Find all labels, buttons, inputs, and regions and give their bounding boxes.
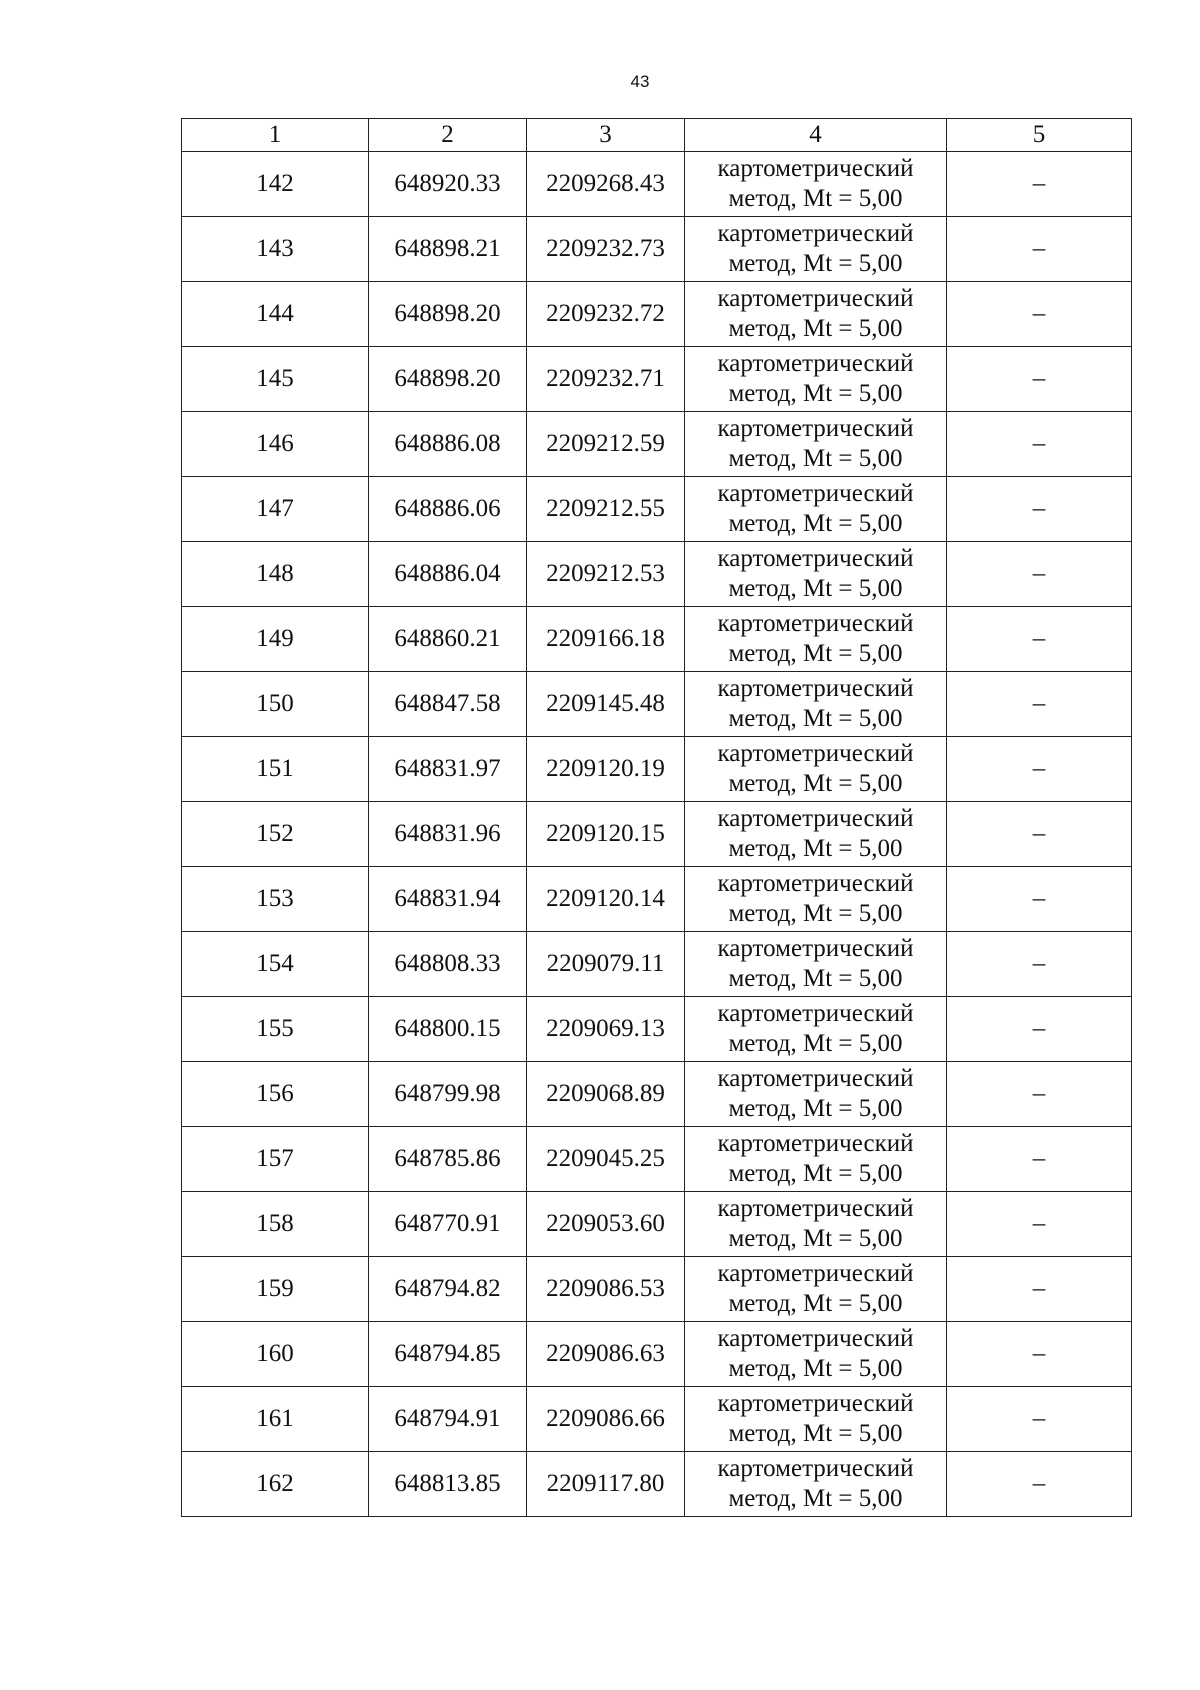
x-coordinate-cell: 648794.82: [369, 1257, 527, 1322]
point-number-cell: 151: [182, 737, 369, 802]
method-cell: [685, 932, 947, 997]
table-row: [182, 1127, 1132, 1192]
point-number-cell: 144: [182, 282, 369, 347]
note-cell: –: [947, 477, 1132, 542]
method-cell: [685, 152, 947, 217]
method-cell: [685, 1322, 947, 1387]
method-line-2: метод, Mt = 5,00: [728, 445, 903, 472]
method-cell: [685, 1257, 947, 1322]
method-cell: [685, 802, 947, 867]
table-row: [182, 1192, 1132, 1257]
x-coordinate-cell: 648898.21: [369, 217, 527, 282]
point-number-cell: 154: [182, 932, 369, 997]
method-line-1: картометрический: [717, 805, 914, 832]
table-row: [182, 1452, 1132, 1517]
method-cell: [685, 477, 947, 542]
y-coordinate-cell: 2209212.55: [527, 477, 685, 542]
method-line-2: метод, Mt = 5,00: [728, 1095, 903, 1122]
method-line-1: картометрический: [717, 870, 914, 897]
point-number-cell: 155: [182, 997, 369, 1062]
point-number-cell: 145: [182, 347, 369, 412]
method-cell: [685, 607, 947, 672]
method-cell: [685, 672, 947, 737]
method-cell: [685, 1192, 947, 1257]
point-number-cell: 162: [182, 1452, 369, 1517]
point-number-cell: 159: [182, 1257, 369, 1322]
method-line-2: метод, Mt = 5,00: [728, 835, 903, 862]
method-line-1: картометрический: [717, 1325, 914, 1352]
method-line-2: метод, Mt = 5,00: [728, 640, 903, 667]
note-cell: –: [947, 1127, 1132, 1192]
x-coordinate-cell: 648808.33: [369, 932, 527, 997]
method-line-1: картометрический: [717, 1455, 914, 1482]
table-row: [182, 542, 1132, 607]
y-coordinate-cell: 2209120.15: [527, 802, 685, 867]
method-line-2: метод, Mt = 5,00: [728, 1290, 903, 1317]
method-line-1: картометрический: [717, 740, 914, 767]
header-row: [182, 119, 1132, 152]
method-line-2: метод, Mt = 5,00: [728, 315, 903, 342]
y-coordinate-cell: 2209232.71: [527, 347, 685, 412]
method-line-1: картометрический: [717, 155, 914, 182]
y-coordinate-cell: 2209045.25: [527, 1127, 685, 1192]
table-row: [182, 1257, 1132, 1322]
method-cell: [685, 737, 947, 802]
point-number-cell: 158: [182, 1192, 369, 1257]
y-coordinate-cell: 2209212.53: [527, 542, 685, 607]
y-coordinate-cell: 2209079.11: [527, 932, 685, 997]
y-coordinate-cell: 2209232.72: [527, 282, 685, 347]
x-coordinate-cell: 648898.20: [369, 282, 527, 347]
table-row: [182, 152, 1132, 217]
x-coordinate-cell: 648831.97: [369, 737, 527, 802]
method-line-1: картометрический: [717, 480, 914, 507]
point-number-cell: 142: [182, 152, 369, 217]
point-number-cell: 143: [182, 217, 369, 282]
note-cell: –: [947, 607, 1132, 672]
method-cell: [685, 412, 947, 477]
point-number-cell: 148: [182, 542, 369, 607]
y-coordinate-cell: 2209120.14: [527, 867, 685, 932]
method-line-1: картометрический: [717, 415, 914, 442]
method-cell: [685, 347, 947, 412]
x-coordinate-cell: 648886.04: [369, 542, 527, 607]
table-row: [182, 1322, 1132, 1387]
x-coordinate-cell: 648831.94: [369, 867, 527, 932]
method-line-2: метод, Mt = 5,00: [728, 575, 903, 602]
page-number: 43: [630, 72, 650, 91]
note-cell: –: [947, 1257, 1132, 1322]
x-coordinate-cell: 648794.85: [369, 1322, 527, 1387]
header-col-1: 1: [182, 119, 369, 152]
header-col-4: 4: [685, 119, 947, 152]
method-line-2: метод, Mt = 5,00: [728, 1160, 903, 1187]
y-coordinate-cell: 2209268.43: [527, 152, 685, 217]
method-line-1: картометрический: [717, 545, 914, 572]
y-coordinate-cell: 2209117.80: [527, 1452, 685, 1517]
y-coordinate-cell: 2209212.59: [527, 412, 685, 477]
coordinates-table: [181, 118, 1132, 1517]
note-cell: –: [947, 412, 1132, 477]
x-coordinate-cell: 648886.06: [369, 477, 527, 542]
method-line-2: метод, Mt = 5,00: [728, 1030, 903, 1057]
method-cell: [685, 542, 947, 607]
method-cell: [685, 1127, 947, 1192]
table-row: [182, 412, 1132, 477]
method-line-1: картометрический: [717, 675, 914, 702]
point-number-cell: 149: [182, 607, 369, 672]
note-cell: –: [947, 282, 1132, 347]
x-coordinate-cell: 648785.86: [369, 1127, 527, 1192]
y-coordinate-cell: 2209068.89: [527, 1062, 685, 1127]
point-number-cell: 160: [182, 1322, 369, 1387]
x-coordinate-cell: 648847.58: [369, 672, 527, 737]
table-row: [182, 997, 1132, 1062]
note-cell: –: [947, 867, 1132, 932]
note-cell: –: [947, 1452, 1132, 1517]
note-cell: –: [947, 1322, 1132, 1387]
note-cell: –: [947, 347, 1132, 412]
table-row: [182, 1387, 1132, 1452]
table-row: [182, 347, 1132, 412]
method-cell: [685, 1387, 947, 1452]
y-coordinate-cell: 2209166.18: [527, 607, 685, 672]
note-cell: –: [947, 737, 1132, 802]
y-coordinate-cell: 2209069.13: [527, 997, 685, 1062]
note-cell: –: [947, 997, 1132, 1062]
method-cell: [685, 282, 947, 347]
method-line-2: метод, Mt = 5,00: [728, 510, 903, 537]
method-line-1: картометрический: [717, 1260, 914, 1287]
x-coordinate-cell: 648860.21: [369, 607, 527, 672]
point-number-cell: 147: [182, 477, 369, 542]
x-coordinate-cell: 648898.20: [369, 347, 527, 412]
method-line-2: метод, Mt = 5,00: [728, 770, 903, 797]
y-coordinate-cell: 2209086.63: [527, 1322, 685, 1387]
y-coordinate-cell: 2209145.48: [527, 672, 685, 737]
y-coordinate-cell: 2209086.66: [527, 1387, 685, 1452]
y-coordinate-cell: 2209086.53: [527, 1257, 685, 1322]
table-row: [182, 867, 1132, 932]
method-line-2: метод, Mt = 5,00: [728, 1420, 903, 1447]
method-line-2: метод, Mt = 5,00: [728, 1485, 903, 1512]
table-row: [182, 607, 1132, 672]
table-header: [182, 119, 1132, 152]
method-line-2: метод, Mt = 5,00: [728, 965, 903, 992]
note-cell: –: [947, 1192, 1132, 1257]
note-cell: –: [947, 1387, 1132, 1452]
header-col-5: 5: [947, 119, 1132, 152]
method-line-1: картометрический: [717, 1065, 914, 1092]
point-number-cell: 161: [182, 1387, 369, 1452]
method-line-2: метод, Mt = 5,00: [728, 1355, 903, 1382]
table-row: [182, 672, 1132, 737]
point-number-cell: 152: [182, 802, 369, 867]
point-number-cell: 153: [182, 867, 369, 932]
table-row: [182, 802, 1132, 867]
x-coordinate-cell: 648813.85: [369, 1452, 527, 1517]
point-number-cell: 150: [182, 672, 369, 737]
x-coordinate-cell: 648799.98: [369, 1062, 527, 1127]
method-cell: [685, 867, 947, 932]
method-line-1: картометрический: [717, 350, 914, 377]
point-number-cell: 157: [182, 1127, 369, 1192]
x-coordinate-cell: 648886.08: [369, 412, 527, 477]
method-cell: [685, 217, 947, 282]
table-row: [182, 477, 1132, 542]
method-line-2: метод, Mt = 5,00: [728, 380, 903, 407]
method-line-1: картометрический: [717, 610, 914, 637]
method-line-1: картометрический: [717, 285, 914, 312]
note-cell: –: [947, 802, 1132, 867]
method-line-2: метод, Mt = 5,00: [728, 250, 903, 277]
x-coordinate-cell: 648800.15: [369, 997, 527, 1062]
point-number-cell: 156: [182, 1062, 369, 1127]
note-cell: –: [947, 1062, 1132, 1127]
note-cell: –: [947, 152, 1132, 217]
table-row: [182, 282, 1132, 347]
method-cell: [685, 1062, 947, 1127]
point-number-cell: 146: [182, 412, 369, 477]
y-coordinate-cell: 2209232.73: [527, 217, 685, 282]
table-row: [182, 737, 1132, 802]
note-cell: –: [947, 932, 1132, 997]
x-coordinate-cell: 648920.33: [369, 152, 527, 217]
note-cell: –: [947, 542, 1132, 607]
x-coordinate-cell: 648794.91: [369, 1387, 527, 1452]
method-line-1: картометрический: [717, 1130, 914, 1157]
table-row: [182, 932, 1132, 997]
y-coordinate-cell: 2209120.19: [527, 737, 685, 802]
method-line-2: метод, Mt = 5,00: [728, 705, 903, 732]
header-col-2: 2: [369, 119, 527, 152]
x-coordinate-cell: 648770.91: [369, 1192, 527, 1257]
table-body: [182, 152, 1132, 1517]
method-line-1: картометрический: [717, 1000, 914, 1027]
table-row: [182, 217, 1132, 282]
header-col-3: 3: [527, 119, 685, 152]
table-row: [182, 1062, 1132, 1127]
method-line-2: метод, Mt = 5,00: [728, 185, 903, 212]
method-line-2: метод, Mt = 5,00: [728, 1225, 903, 1252]
note-cell: –: [947, 672, 1132, 737]
y-coordinate-cell: 2209053.60: [527, 1192, 685, 1257]
method-cell: [685, 997, 947, 1062]
note-cell: –: [947, 217, 1132, 282]
x-coordinate-cell: 648831.96: [369, 802, 527, 867]
method-line-1: картометрический: [717, 1195, 914, 1222]
method-line-2: метод, Mt = 5,00: [728, 900, 903, 927]
method-cell: [685, 1452, 947, 1517]
method-line-1: картометрический: [717, 1390, 914, 1417]
method-line-1: картометрический: [717, 935, 914, 962]
method-line-1: картометрический: [717, 220, 914, 247]
